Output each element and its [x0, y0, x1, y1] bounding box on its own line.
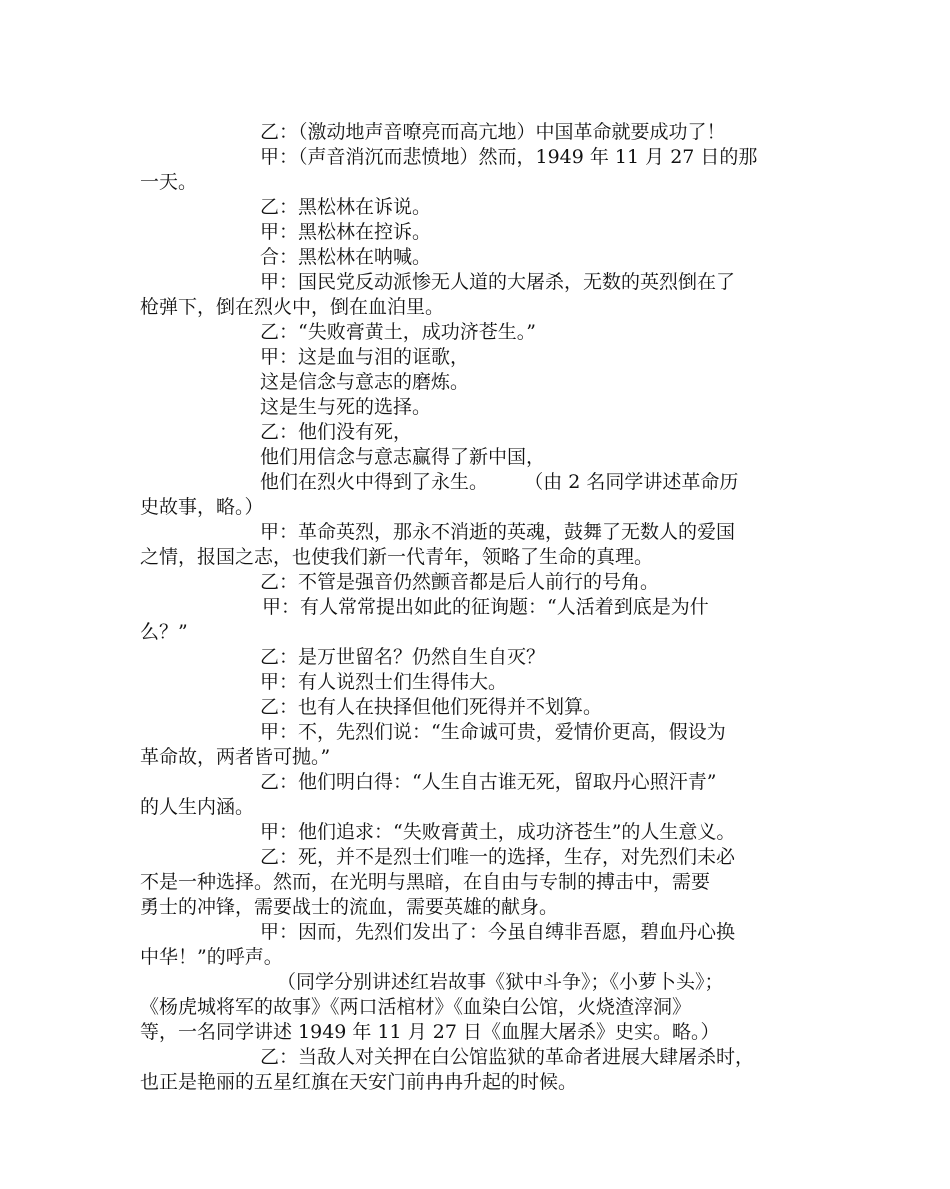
text-line: 合：黑松林在呐喊。 — [260, 246, 432, 268]
text-line: 么？” — [140, 621, 188, 643]
text-line: 不是一种选择。然而，在光明与黑暗，在自由与专制的搏击中，需要 — [140, 871, 711, 893]
text-line: 甲：有人常常提出如此的征询题：“人活着到底是为什 — [262, 596, 709, 618]
text-line: 乙：是万世留名？仍然自生自灭？ — [260, 646, 546, 668]
text-line: 之情，报国之志，也使我们新一代青年，领略了生命的真理。 — [140, 546, 654, 568]
text-line: 乙：不管是强音仍然颤音都是后人前行的号角。 — [260, 571, 660, 593]
text-line: 一天。 — [140, 171, 198, 193]
text-line: 等，一名同学讲述 1949 年 11 月 27 日《血腥大屠杀》史实。略。） — [140, 1021, 720, 1043]
text-line: 史故事，略。） — [140, 496, 264, 518]
text-line: 乙：当敌人对关押在白公馆监狱的革命者进展大肆屠杀时， — [260, 1046, 755, 1068]
text-line: 乙：死，并不是烈士们唯一的选择，生存，对先烈们未必 — [260, 846, 736, 868]
text-line: 这是生与死的选择。 — [260, 396, 432, 418]
text-line: 甲：有人说烈士们生得伟大。 — [260, 671, 508, 693]
text-line: （同学分别讲述红岩故事《狱中斗争》；《小萝卜头》； — [277, 971, 724, 993]
text-line: 甲：黑松林在控诉。 — [260, 221, 432, 243]
text-line: 乙：“失败膏黄土，成功济苍生。” — [260, 321, 536, 343]
script-text-body — [140, 120, 820, 1095]
text-line: 乙：（激动地声音嘹亮而高亢地）中国革命就要成功了！ — [260, 121, 726, 143]
text-line: 甲：不，先烈们说：“生命诚可贵，爱情价更高，假设为 — [260, 721, 726, 743]
text-line: 甲：国民党反动派惨无人道的大屠杀，无数的英烈倒在了 — [260, 271, 736, 293]
text-line: 乙：他们明白得：“人生自古谁无死，留取丹心照汗青” — [260, 771, 717, 793]
text-line: 也正是艳丽的五星红旗在天安门前冉冉升起的时候。 — [140, 1071, 578, 1093]
text-line: 甲：革命英烈，那永不消逝的英魂，鼓舞了无数人的爱国 — [260, 521, 736, 543]
text-line: 这是信念与意志的磨炼。 — [260, 371, 470, 393]
text-line: 的人生内涵。 — [140, 796, 255, 818]
text-line: 乙：黑松林在诉说。 — [260, 196, 432, 218]
text-line: 他们在烈火中得到了永生。 （由 2 名同学讲述革命历 — [260, 471, 739, 493]
text-line: 革命故，两者皆可抛。” — [140, 746, 331, 768]
text-line: 甲：这是血与泪的诓歌， — [260, 346, 470, 368]
text-line: 枪弹下，倒在烈火中，倒在血泊里。 — [140, 296, 445, 318]
text-line: 甲：他们追求：“失败膏黄土，成功济苍生”的人生意义。 — [260, 821, 736, 843]
text-line: 中华！”的呼声。 — [140, 946, 283, 968]
text-line: 他们用信念与意志赢得了新中国， — [260, 446, 546, 468]
text-line: 乙：他们没有死， — [260, 421, 413, 443]
text-line: 乙：也有人在抉择但他们死得并不划算。 — [260, 696, 603, 718]
text-line: 《杨虎城将军的故事》《两口活棺材》《血染白公馆，火烧渣滓洞》 — [140, 996, 692, 1018]
text-line: 勇士的冲锋，需要战士的流血，需要英雄的献身。 — [140, 896, 559, 918]
text-line: 甲：（声音消沉而悲愤地）然而，1949 年 11 月 27 日的那 — [260, 146, 758, 168]
text-line: 甲：因而，先烈们发出了：今虽自缚非吾愿，碧血丹心换 — [260, 921, 736, 943]
